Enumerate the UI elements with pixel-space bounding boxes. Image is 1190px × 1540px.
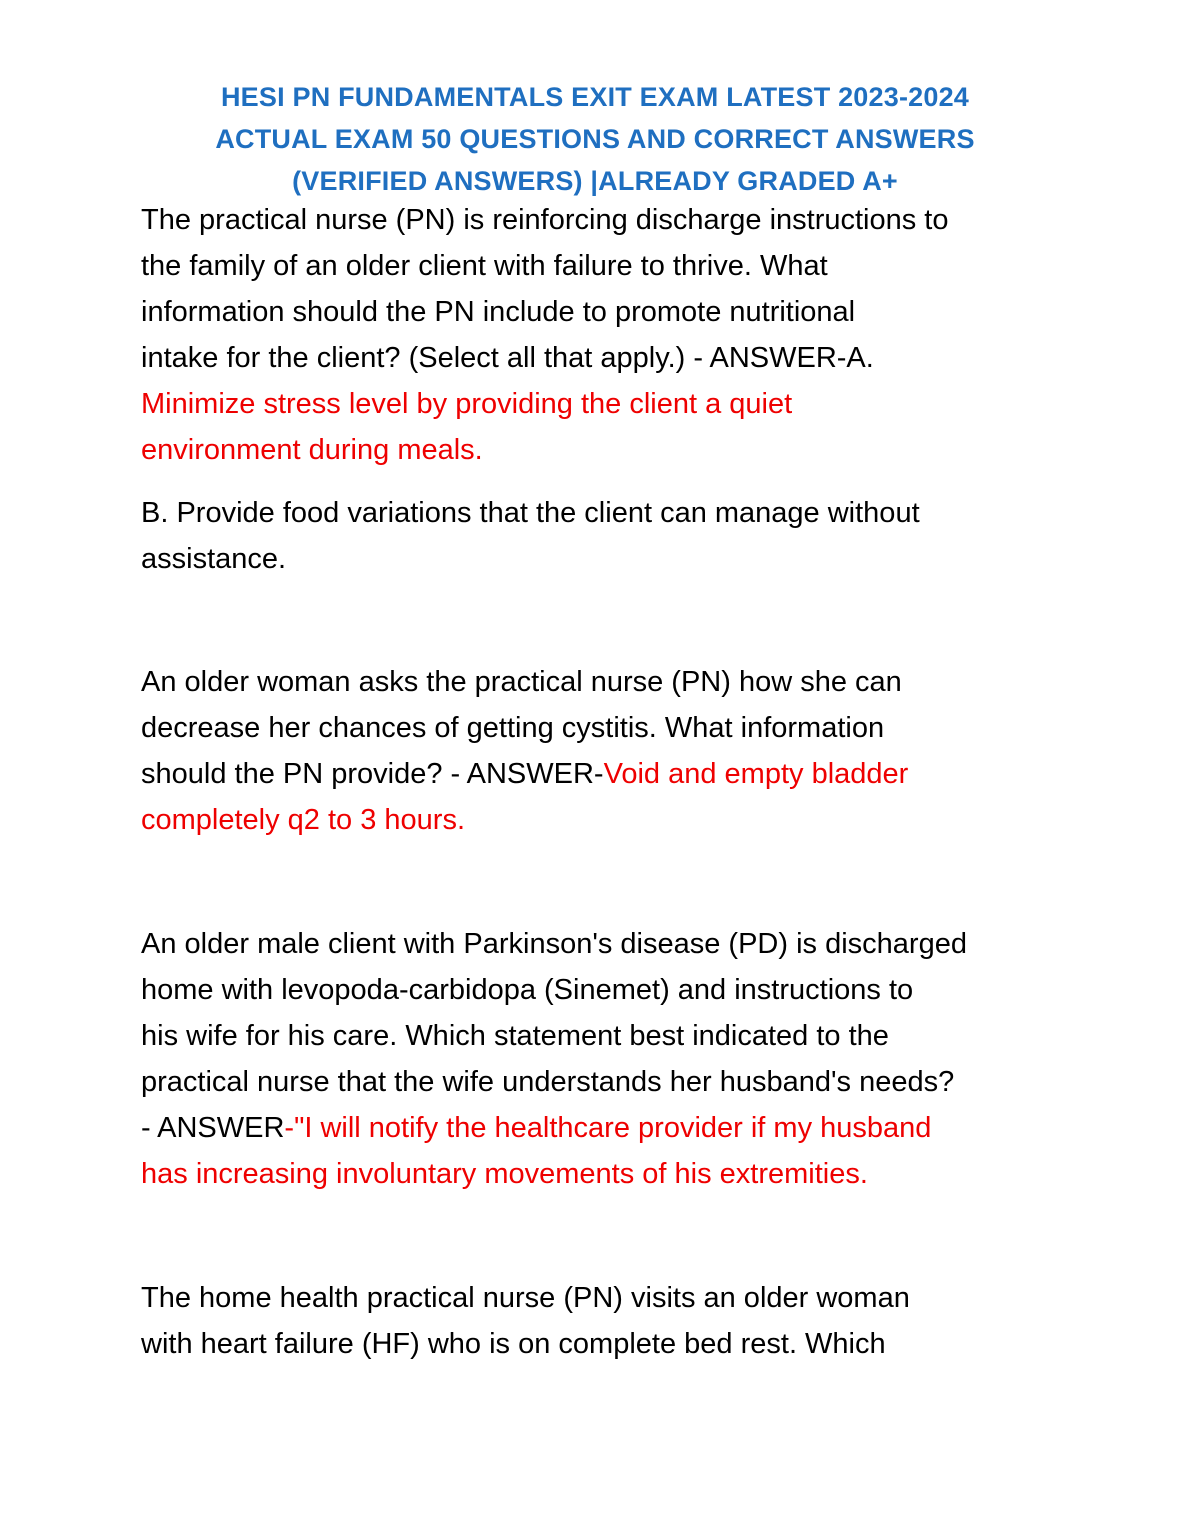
question-3-line-5 <box>141 1105 1061 1151</box>
question-2-line-2: decrease her chances of getting cystitis. What information <box>141 712 885 744</box>
question-1-option-b <box>141 490 1061 582</box>
question-3-line-2: home with levopoda-carbidopa (Sinemet) and instructions to <box>141 974 914 1006</box>
answer-3-start: -"I will notify the healthcare provider if my husband <box>284 1112 932 1144</box>
question-2-answer-prefix: should the PN provide? - ANSWER- <box>141 758 604 790</box>
question-3 <box>141 921 1061 1197</box>
document-title <box>120 76 1070 202</box>
question-4-line-2: with heart failure (HF) who is on complete bed rest. Which <box>141 1328 886 1360</box>
answer-1-line-2: environment during meals. <box>141 434 483 466</box>
answer-1-line-1: Minimize stress level by providing the client a quiet <box>141 388 793 420</box>
answer-2-line-2: completely q2 to 3 hours. <box>141 804 466 836</box>
question-2-line-1: An older woman asks the practical nurse (PN) how she can <box>141 666 902 698</box>
question-1-line-3: information should the PN include to promote nutritional <box>141 296 856 328</box>
option-b-line-1: B. Provide food variations that the client can manage without <box>141 497 920 529</box>
question-1-line-1: The practical nurse (PN) is reinforcing discharge instructions to <box>141 204 949 236</box>
answer-3-line-2: has increasing involuntary movements of his extremities. <box>141 1158 868 1190</box>
question-3-line-3: his wife for his care. Which statement best indicated to the <box>141 1020 889 1052</box>
title-line-3: (VERIFIED ANSWERS) |ALREADY GRADED A+ <box>292 166 898 196</box>
answer-2-start: Void and empty bladder <box>603 758 909 790</box>
question-4 <box>141 1275 1061 1367</box>
question-1-line-2: the family of an older client with failure to thrive. What <box>141 250 828 282</box>
title-line-2: ACTUAL EXAM 50 QUESTIONS AND CORRECT ANSWERS <box>215 124 975 154</box>
question-2 <box>141 659 1061 843</box>
option-b-line-2: assistance. <box>141 543 287 575</box>
title-line-1: HESI PN FUNDAMENTALS EXIT EXAM LATEST 2023-2024 <box>220 82 970 112</box>
question-1 <box>141 197 1061 473</box>
question-4-line-1: The home health practical nurse (PN) visits an older woman <box>141 1282 910 1314</box>
question-3-answer-prefix: - ANSWER <box>141 1112 285 1144</box>
question-3-line-4: practical nurse that the wife understands her husband's needs? <box>141 1066 955 1098</box>
question-2-line-3 <box>141 751 1061 797</box>
question-1-line-4: intake for the client? (Select all that apply.) - ANSWER-A. <box>141 342 874 374</box>
question-3-line-1: An older male client with Parkinson's disease (PD) is discharged <box>141 928 967 960</box>
